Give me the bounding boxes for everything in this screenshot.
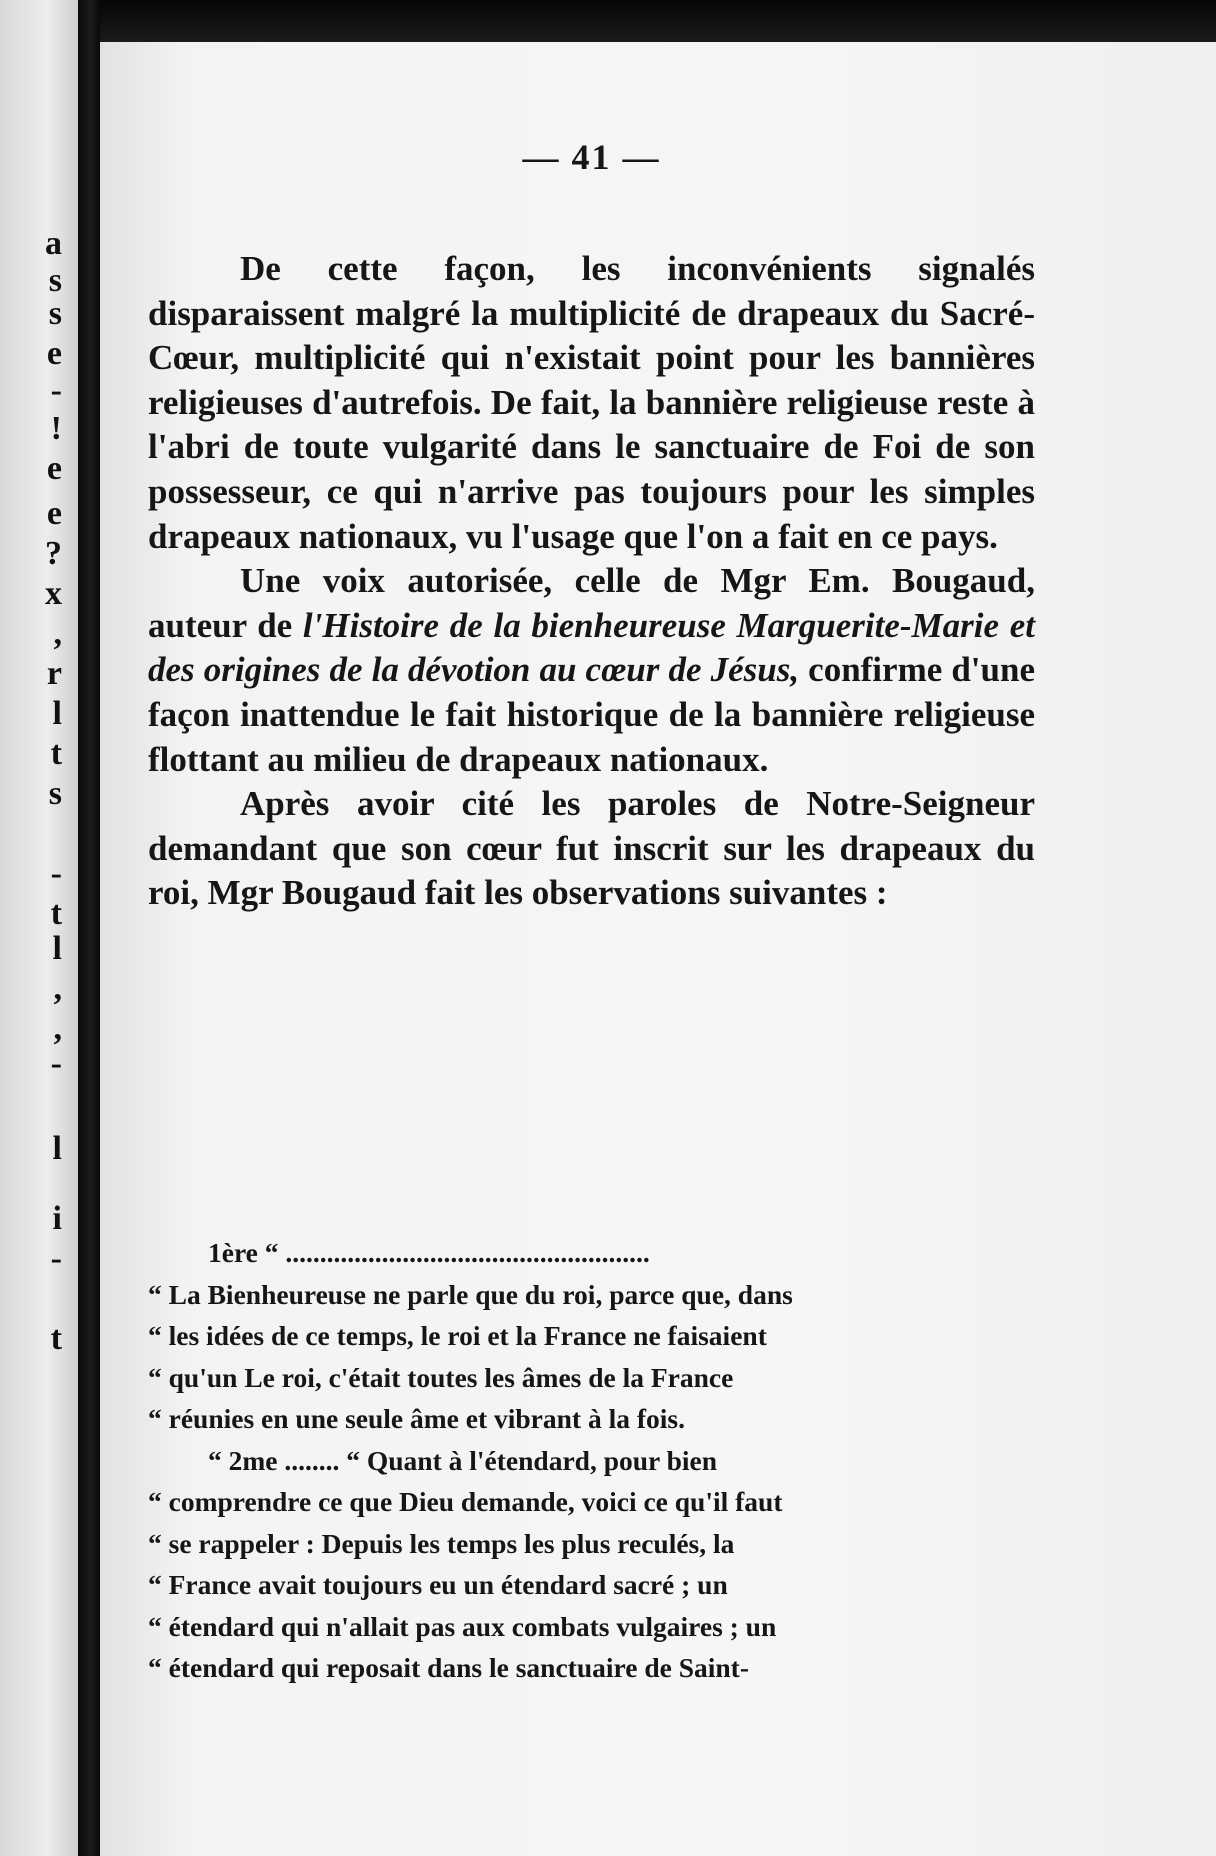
quote-line: “ étendard qui reposait dans le sanctuaire de Saint- <box>148 1652 749 1683</box>
paragraph-2-continuation: confirme d'une façon inattendue le fait historique de la bannière religieuse flottant au milieu de drapeaux nationaux. <box>148 650 1035 779</box>
quote-line: “ comprendre ce que Dieu demande, voici ce qu'il faut <box>148 1486 783 1517</box>
quote-line: “ France avait toujours eu un étendard sacré ; un <box>148 1569 728 1600</box>
margin-letter: s <box>48 295 62 332</box>
margin-letter: e <box>46 450 62 487</box>
previous-page-margin-letters <box>0 0 70 1856</box>
margin-letter: s <box>48 262 62 299</box>
book-gutter <box>78 0 100 1856</box>
quote-line: “ qu'un Le roi, c'était toutes les âmes de la France <box>148 1361 734 1393</box>
paragraph-2-text: Une voix autorisée, celle de Mgr Em. Bougaud, auteur de <box>148 561 1035 645</box>
quote-line: “ les idées de ce temps, le roi et la France ne faisaient <box>148 1320 767 1351</box>
margin-letter: i <box>52 1200 62 1237</box>
margin-letter: , <box>53 615 62 652</box>
margin-letter: , <box>53 970 62 1007</box>
margin-letter: l <box>52 695 62 732</box>
margin-letter: e <box>46 335 62 372</box>
margin-letter: s <box>48 775 62 812</box>
quote-line: “ réunies en une seule âme et vibrant à la fois. <box>148 1403 685 1434</box>
margin-letter: l <box>52 1130 62 1167</box>
margin-letter: t <box>50 895 62 932</box>
margin-letter: a <box>45 225 62 262</box>
quote-line: “ La Bienheureuse ne parle que du roi, parce que, dans <box>148 1278 793 1310</box>
previous-page-edge <box>0 0 78 1856</box>
margin-letter: - <box>50 855 62 892</box>
quotation-block <box>148 1232 1035 1689</box>
margin-letter: t <box>50 735 62 772</box>
paragraph-2 <box>148 559 1035 782</box>
book-title: l'Histoire de la bienheureuse Marguerite-Marie et des origines de la dévotion au cœur de Jésus, <box>148 605 1035 690</box>
quote-line: 1ère “ ..................................................... <box>208 1237 650 1268</box>
margin-letter: ? <box>45 535 62 572</box>
book-page <box>100 42 1216 1856</box>
margin-letter: - <box>50 1045 62 1082</box>
paragraph-1: De cette façon, les inconvénients signalés disparaissent malgré la multiplicité de drapeaux du Sacré-Cœur, multiplicité qui n'existait point pour les bannières religieuses d'autrefois. De fait, la bannière religieuse reste à l'abri de toute vulgarité dans le sanctuaire de Foi de son possesseur, ce qui n'arrive pas toujours pour les simples drapeaux nationaux, vu l'usage que l'on a fait en ce pays. <box>148 249 1035 556</box>
margin-letter: ! <box>50 410 62 447</box>
margin-letter: r <box>46 655 62 692</box>
quote-line: “ 2me ........ “ Quant à l'étendard, pour bien <box>208 1444 718 1476</box>
page-number: — 41 — <box>522 137 661 177</box>
quote-line: “ étendard qui n'allait pas aux combats vulgaires ; un <box>148 1610 777 1642</box>
paragraph-3: Après avoir cité les paroles de Notre-Seigneur demandant que son cœur fut inscrit sur les drapeaux du roi, Mgr Bougaud fait les observations suivantes : <box>148 784 1035 913</box>
margin-letter: e <box>46 495 62 532</box>
scan-top-edge <box>0 0 1216 42</box>
quote-line: “ se rappeler : Depuis les temps les plus reculés, la <box>148 1527 735 1559</box>
margin-letter: l <box>52 930 62 967</box>
margin-letter: t <box>50 1320 62 1357</box>
margin-letter: x <box>45 575 62 612</box>
margin-letter: , <box>53 1010 62 1047</box>
margin-letter: - <box>50 372 62 409</box>
margin-letter: - <box>50 1240 62 1277</box>
body-text <box>148 247 1035 916</box>
